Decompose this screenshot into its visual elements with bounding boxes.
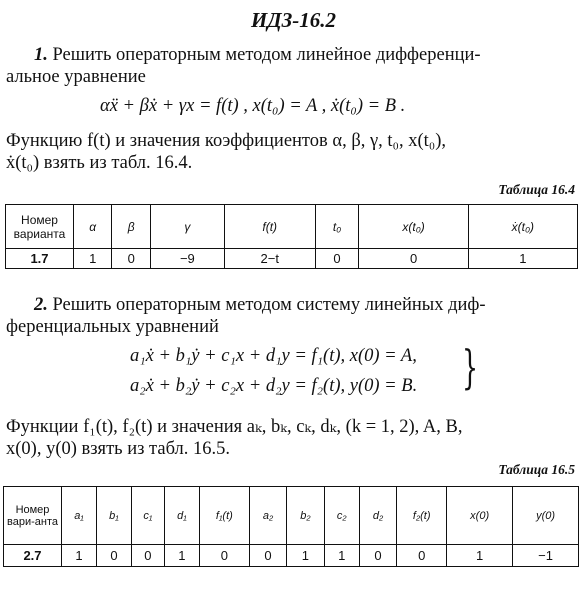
table-row <box>6 249 578 269</box>
task2-number: 2. <box>34 295 48 315</box>
task1-text1: Решить операторным методом линейное дифференци- <box>52 45 481 65</box>
system-brace: } <box>462 340 479 394</box>
cell-t0: 0 <box>315 249 359 269</box>
table-header-row <box>4 487 579 545</box>
header-a2: a₂ <box>249 487 286 545</box>
task2-text1: Решить операторным методом систему линейных диф- <box>52 295 486 315</box>
header-x0: x(0) <box>447 487 513 545</box>
task1-table <box>5 204 578 269</box>
cell-xdot-t0: 1 <box>468 249 577 269</box>
header-variant: Номер вари-анта <box>4 487 62 545</box>
task2-line1 <box>6 294 578 316</box>
task2-eq2: a₂ẋ + b₂ẏ + c₂x + d₂y = f₂(t), y(0) = B. <box>130 376 418 396</box>
task1-line1 <box>6 44 578 66</box>
task1-instructions <box>6 130 578 174</box>
task2-instructions <box>6 416 578 460</box>
cell-gamma: −9 <box>150 249 224 269</box>
cell-beta: 0 <box>112 249 150 269</box>
task1-table-caption: Таблица 16.4 <box>498 182 575 197</box>
cell-a2: 0 <box>249 545 286 567</box>
table-row <box>4 545 579 567</box>
header-b1: b₁ <box>96 487 131 545</box>
cell-f: 2−t <box>224 249 315 269</box>
cell-alpha: 1 <box>74 249 112 269</box>
cell-variant: 1.7 <box>6 249 74 269</box>
header-alpha: α <box>74 205 112 249</box>
page-title: ИДЗ-16.2 <box>250 8 337 32</box>
cell-d1: 1 <box>164 545 199 567</box>
header-x-t0: x(t₀) <box>359 205 468 249</box>
cell-x-t0: 0 <box>359 249 468 269</box>
header-f: f(t) <box>224 205 315 249</box>
cell-f2: 0 <box>397 545 447 567</box>
cell-variant: 2.7 <box>4 545 62 567</box>
header-c1: c₁ <box>131 487 164 545</box>
header-gamma: γ <box>150 205 224 249</box>
task1-statement <box>6 44 578 88</box>
header-f1: f₁(t) <box>199 487 249 545</box>
header-c2: c₂ <box>324 487 359 545</box>
header-variant: Номер варианта <box>6 205 74 249</box>
task1-equation: αẍ + βẋ + γx = f(t) , x(t₀) = A , ẋ(t₀) = B . <box>100 96 406 116</box>
cell-d2: 0 <box>359 545 396 567</box>
task2-statement <box>6 294 578 338</box>
task1-number: 1. <box>34 45 48 65</box>
header-d2: d₂ <box>359 487 396 545</box>
header-xdot-t0: ẋ(t₀) <box>468 205 577 249</box>
cell-c1: 0 <box>131 545 164 567</box>
cell-f1: 0 <box>199 545 249 567</box>
header-a1: a₁ <box>62 487 97 545</box>
header-beta: β <box>112 205 150 249</box>
task2-text3: Функции f₁(t), f₂(t) и значения aₖ, bₖ, cₖ, dₖ, (k = 1, 2), A, B, <box>6 417 463 437</box>
cell-x0: 1 <box>447 545 513 567</box>
task2-table <box>3 486 579 567</box>
header-t0: t₀ <box>315 205 359 249</box>
header-y0: y(0) <box>513 487 579 545</box>
task1-text2: альное уравнение <box>6 67 146 87</box>
header-f2: f₂(t) <box>397 487 447 545</box>
header-b2: b₂ <box>287 487 324 545</box>
task1-text3: Функцию f(t) и значения коэффициентов α, β, γ, t₀, x(t₀), <box>6 131 447 151</box>
task1-text4: ẋ(t₀) взять из табл. 16.4. <box>6 153 193 173</box>
cell-a1: 1 <box>62 545 97 567</box>
cell-b2: 1 <box>287 545 324 567</box>
table-header-row <box>6 205 578 249</box>
task2-eq1: a₁ẋ + b₁ẏ + c₁x + d₁y = f₁(t), x(0) = A, <box>130 346 417 366</box>
cell-c2: 1 <box>324 545 359 567</box>
task2-text2: ференциальных уравнений <box>6 317 219 337</box>
cell-b1: 0 <box>96 545 131 567</box>
task2-table-caption: Таблица 16.5 <box>498 462 575 477</box>
header-d1: d₁ <box>164 487 199 545</box>
task2-text4: x(0), y(0) взять из табл. 16.5. <box>6 439 231 459</box>
cell-y0: −1 <box>513 545 579 567</box>
